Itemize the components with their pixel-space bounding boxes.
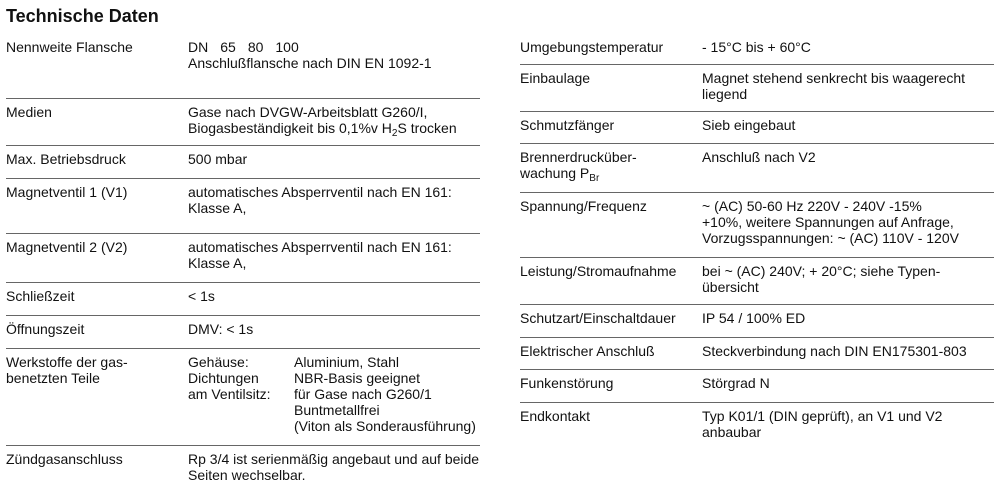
spec-value: Störgrad N bbox=[702, 375, 770, 391]
spec-value: automatisches Absperrventil nach EN 161: Klasse A, bbox=[188, 184, 452, 216]
spec-value: Rp 3/4 ist serienmäßig angebaut und auf beide Seiten wechselbar. bbox=[188, 451, 480, 483]
nominal-sizes: DN 65 80 100 bbox=[188, 39, 299, 55]
spec-row-umgebungstemperatur bbox=[520, 34, 994, 65]
spec-label: Magnetventil 1 (V1) bbox=[6, 184, 128, 200]
spec-row-einbaulage bbox=[520, 65, 994, 112]
spec-row-brennerdruck bbox=[520, 144, 994, 193]
spec-label: Umgebungstemperatur bbox=[520, 39, 664, 55]
spec-row-medien bbox=[6, 99, 480, 146]
spec-row-nennweite bbox=[6, 34, 480, 99]
spec-label: Magnetventil 2 (V2) bbox=[6, 239, 128, 255]
spec-label: Funkenstörung bbox=[520, 375, 614, 391]
spec-value: bei ~ (AC) 240V; + 20°C; siehe Typen- übersicht bbox=[702, 263, 941, 295]
spec-value: Gehäuse: Aluminium, Stahl Dichtungen NBR-Basis geeignet am Ventilsitz: für Gase nach G260/1 Buntmetallfrei (Viton als Sonderausführung) bbox=[188, 354, 476, 434]
spec-label: Schließzeit bbox=[6, 288, 75, 304]
spec-label: Werkstoffe der gas- benetzten Teile bbox=[6, 354, 128, 386]
spec-label: Schmutzfänger bbox=[520, 117, 615, 133]
spec-row-magnetventil-1 bbox=[6, 179, 480, 234]
spec-label: Elektrischer Anschluß bbox=[520, 343, 655, 359]
spec-row-betriebsdruck bbox=[6, 146, 480, 179]
spec-label: Max. Betriebsdruck bbox=[6, 151, 126, 167]
spec-row-schutzart bbox=[520, 305, 994, 338]
spec-value: DN 65 80 100 Anschlußflansche nach DIN EN 1092-1 bbox=[188, 39, 480, 71]
spec-value: < 1s bbox=[188, 288, 215, 304]
right-spec-column bbox=[520, 34, 994, 447]
spec-label: Öffnungszeit bbox=[6, 321, 85, 337]
spec-value: Gase nach DVGW-Arbeitsblatt G260/I, Biogasbeständigkeit bis 0,1%v $H_2S$ trocken bbox=[188, 104, 457, 139]
spec-label: Spannung/Frequenz bbox=[520, 198, 647, 214]
spec-row-zuendgas bbox=[6, 446, 480, 490]
spec-label: Medien bbox=[6, 104, 52, 120]
spec-value: Typ K01/1 (DIN geprüft), an V1 und V2 anbaubar bbox=[702, 408, 943, 440]
spec-value: 500 mbar bbox=[188, 151, 248, 167]
spec-row-spannung bbox=[520, 193, 994, 258]
spec-row-oeffnungszeit bbox=[6, 316, 480, 349]
spec-label: Endkontakt bbox=[520, 408, 591, 424]
spec-row-magnetventil-2 bbox=[6, 234, 480, 283]
spec-label: Schutzart/Einschaltdauer bbox=[520, 310, 676, 326]
spec-label: Einbaulage bbox=[520, 70, 591, 86]
spec-value: Steckverbindung nach DIN EN175301-803 bbox=[702, 343, 967, 359]
spec-value: Magnet stehend senkrecht bis waagerecht liegend bbox=[702, 70, 966, 102]
spec-value: Sieb eingebaut bbox=[702, 117, 796, 133]
page-title: Technische Daten bbox=[6, 6, 159, 26]
left-spec-column bbox=[6, 34, 480, 490]
spec-label: Zündgasanschluss bbox=[6, 451, 123, 467]
spec-value: automatisches Absperrventil nach EN 161: Klasse A, bbox=[188, 239, 452, 271]
spec-value: IP 54 / 100% ED bbox=[702, 310, 806, 326]
spec-label: Brennerdrucküber- wachung $P_{Br}$ bbox=[520, 149, 637, 184]
spec-value: ~ (AC) 50-60 Hz 220V - 240V -15% +10%, weitere Spannungen auf Anfrage, Vorzugsspannungen: ~ (AC) 110V - 120V bbox=[702, 198, 959, 246]
spec-label: Leistung/Stromaufnahme bbox=[520, 263, 677, 279]
spec-label: Nennweite Flansche bbox=[6, 39, 133, 55]
spec-row-schmutzfaenger bbox=[520, 112, 994, 144]
spec-row-funkenstoerung bbox=[520, 370, 994, 403]
spec-row-schliesszeit bbox=[6, 283, 480, 316]
spec-value: - 15°C bis + 60°C bbox=[702, 39, 811, 55]
spec-row-leistung bbox=[520, 258, 994, 305]
spec-row-endkontakt bbox=[520, 403, 994, 447]
spec-value: Anschluß nach V2 bbox=[702, 149, 816, 165]
spec-row-elektrischer-anschluss bbox=[520, 338, 994, 370]
spec-row-werkstoffe bbox=[6, 349, 480, 446]
spec-value: DMV: < 1s bbox=[188, 321, 254, 337]
